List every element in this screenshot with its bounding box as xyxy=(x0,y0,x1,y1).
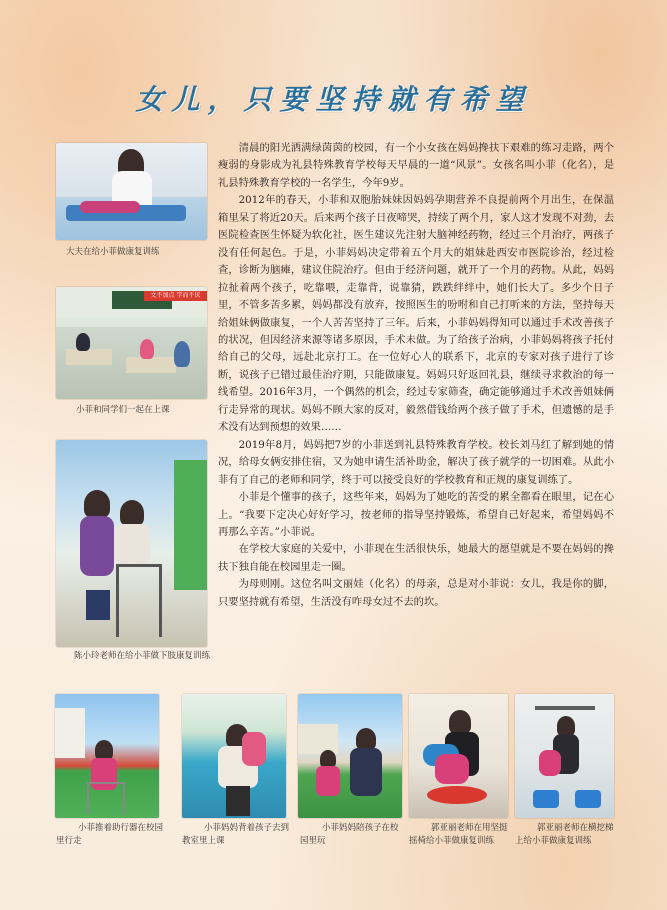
caption-photo2: 小菲和同学们一起在上课 xyxy=(76,405,170,415)
mother-head xyxy=(356,728,376,750)
building xyxy=(298,724,338,754)
photo-campus-play xyxy=(298,694,402,818)
caption-bottom5: 郭亚丽老师在横挖梯上给小菲做康复训练 xyxy=(515,823,614,846)
teacher-head xyxy=(449,710,471,734)
teacher-head xyxy=(84,490,110,518)
child-head xyxy=(95,740,113,760)
caption-bottom4: 郭亚丽老师在用坚挺摇椅给小菲做康复训练 xyxy=(409,823,508,846)
caption-photo3: 陈小玲老师在给小菲做下肢康复训练 xyxy=(74,651,211,661)
child-body xyxy=(539,750,561,776)
student xyxy=(174,341,190,367)
child-head xyxy=(120,500,144,526)
teacher-body xyxy=(80,516,114,576)
article-title: 女儿，只要坚持就有希望 xyxy=(135,83,532,116)
paragraph: 小菲是个懂事的孩子，这些年来，妈妈为了她吃的苦受的累全都看在眼里，记在心上。“我要下定决心好好学习，按老师的指导坚持锻炼，希望自己好起来，希望妈妈不再那么辛苦。”小菲说。 xyxy=(218,491,614,538)
paragraph: 在学校大家庭的关爱中，小菲现在生活很快乐，她最大的愿望就是不要在妈妈的搀扶下独自能在校园里走一圈。 xyxy=(218,543,614,573)
green-wall xyxy=(174,460,207,590)
child-on-back xyxy=(242,732,266,766)
blue-block xyxy=(575,790,601,808)
child-body xyxy=(435,754,469,784)
desk xyxy=(126,357,176,373)
rocking-base xyxy=(427,786,487,804)
photo-walker xyxy=(55,694,159,818)
article-body xyxy=(218,140,614,611)
teacher-head xyxy=(557,716,575,736)
walking-frame xyxy=(116,564,162,637)
teacher-legs xyxy=(86,590,110,620)
paragraph: 清晨的阳光洒满绿茵茵的校园，有一个小女孩在妈妈搀扶下艰难的练习走路，两个瘦弱的身影成为礼县特殊教育学校每天早晨的一道“风景”。女孩名叫小菲（化名），是礼县特殊教育学校的一名学生，今年9岁。 xyxy=(218,142,614,189)
caption-bottom2: 小菲妈妈背着孩子去到教室里上课 xyxy=(182,823,290,846)
child-body xyxy=(114,524,150,564)
photo-ladder xyxy=(515,694,614,818)
paragraph: 为母则刚。这位名叫文丽娃（化名）的母亲，总是对小菲说：女儿，我是你的脚，只要坚持就有希望，生活没有咋母女过不去的坎。 xyxy=(218,578,614,608)
walker-frame xyxy=(87,782,125,814)
blue-block xyxy=(533,790,559,808)
photo-carry-on-back xyxy=(182,694,286,818)
building xyxy=(55,708,85,758)
classroom-banner: 文不加点 学而不厌 xyxy=(144,291,207,301)
child-body xyxy=(316,766,340,796)
caption-bottom3: 小菲妈妈陪孩子在校园里玩 xyxy=(300,823,399,846)
paragraph: 2019年8月，妈妈把7岁的小菲送到礼县特殊教育学校。校长刘马红了解到她的情况，给母女俩安排住宿，又为她申请生活补助金，解决了孩子就学的一切困难。从此小菲有了自己的老师和同学，终于可以接受良好的学校教育和正规的康复训练了。 xyxy=(218,438,614,486)
photo-rehab-training xyxy=(56,143,207,240)
student xyxy=(76,333,90,351)
caption-bottom1: 小菲推着助行器在校园里行走 xyxy=(56,823,164,846)
mother-legs xyxy=(226,786,250,816)
photo-leg-training xyxy=(56,440,207,647)
paragraph: 2012年的春天，小菲和双胞胎妹妹因妈妈孕期营养不良提前两个月出生，在保温箱里呆了将近20天。后来两个孩子日夜啼哭，持续了两个月，家人这才发现不对劲，去医院检查医生怀疑为软化社，医生建议先注射大脑神经药物，经过三个月治疗，两孩子没有任何起色。于是，小菲妈妈决定带着五个月大的姐妹赴西安市医院诊治，经过检查，诊断为脑瘫，建议住院治疗。但由于经济问题，就开了一个月的药物。从此，妈妈拉扯着两个孩子，吃靠喂，走靠背，说靠猜，跌跌绊绊中，她们长大了。多少个日子里，不管多苦多累，妈妈都没有放弃，按照医生的吩咐和自己打听来的方法，坚持每天给姐妹俩做康复，一个人苦苦坚持了三年。后来，小菲妈妈得知可以通过手术改善孩子的状况，但因经济来源等诸多原因，手术未做。为了给孩子治病，小菲妈妈将孩子托付给自己的父母，远赴北京打工。在一位好心人的联系下，北京的专家对孩子进行了诊断，说孩子已错过最佳治疗期，只能做康复。妈妈只好返回礼县，继续寻求救治的每一线希望。2016年3月，一个偶然的机会，经过专家筛查，确定能够通过手术改善姐妹俩行走异常的现状。妈妈不顾大家的反对，毅然借钱给两个孩子做了手术，但遗憾的是手术没有达到预想的效果…… xyxy=(218,194,614,434)
child-lying xyxy=(80,201,140,213)
desk xyxy=(66,349,112,365)
mother-body xyxy=(350,748,382,796)
overhead-ladder xyxy=(535,706,595,710)
photo-rocking-chair xyxy=(409,694,508,818)
student xyxy=(140,339,154,359)
photo-classroom xyxy=(56,287,207,399)
caption-photo1: 大夫在给小菲做康复训练 xyxy=(66,247,160,257)
